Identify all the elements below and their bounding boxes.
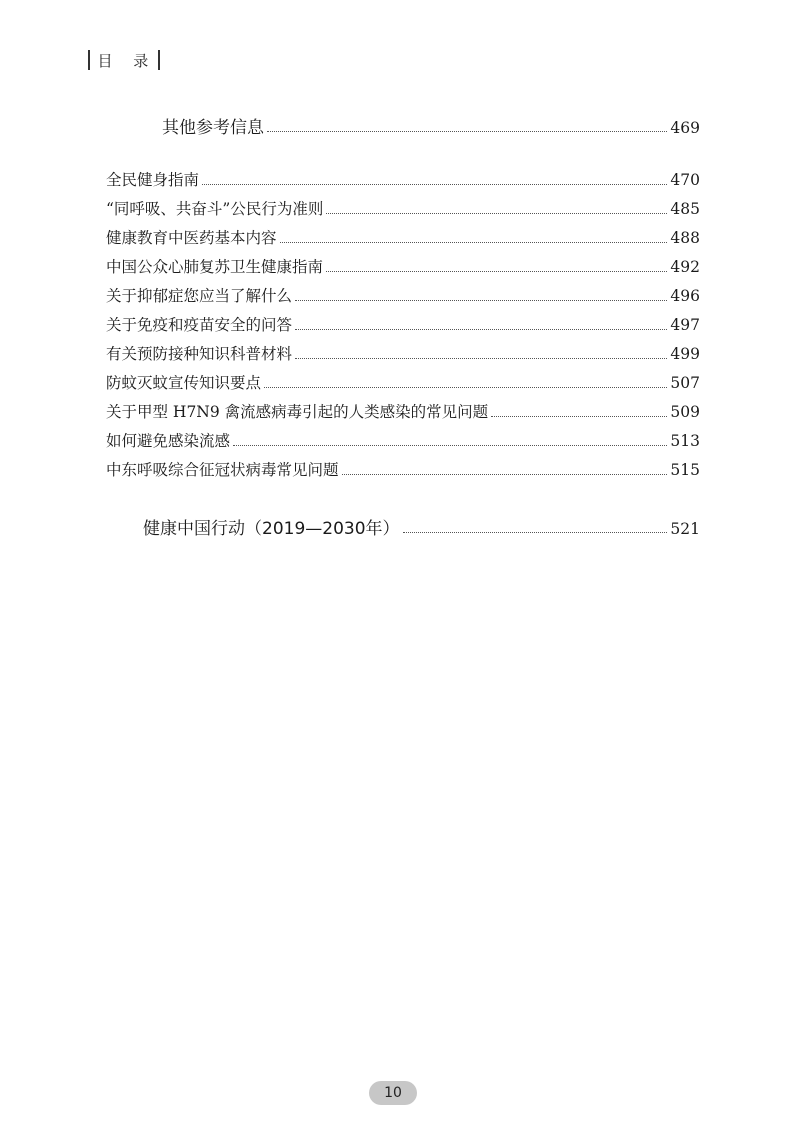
section-title: 其他参考信息 [162, 118, 264, 138]
leader-dots [403, 531, 668, 533]
toc-entry[interactable] [106, 255, 700, 277]
entry-page: 509 [670, 403, 700, 421]
entry-page: 496 [670, 287, 700, 305]
toc-section-other-info[interactable] [162, 113, 700, 137]
entry-title: 有关预防接种知识科普材料 [106, 345, 293, 363]
header-left-rule [88, 50, 90, 70]
toc-entry[interactable] [106, 429, 700, 451]
leader-dots [295, 299, 667, 301]
toc-entry[interactable] [106, 458, 700, 480]
entry-title: 全民健身指南 [106, 171, 200, 189]
toc-entry[interactable] [106, 313, 700, 335]
section-title: 健康中国行动（2019—2030年） [143, 519, 400, 539]
toc-entry[interactable] [106, 342, 700, 364]
toc-entry[interactable] [106, 226, 700, 248]
entry-page: 513 [670, 432, 700, 450]
leader-dots [202, 183, 667, 185]
entry-page: 507 [670, 374, 700, 392]
page-number-badge [369, 1081, 417, 1105]
entry-title: 关于甲型 H7N9 禽流感病毒引起的人类感染的常见问题 [106, 403, 489, 421]
entry-page: 492 [670, 258, 700, 276]
entry-title: 防蚊灭蚊宣传知识要点 [106, 374, 262, 392]
leader-dots [267, 130, 667, 132]
leader-dots [342, 473, 668, 475]
header-title: 目 录 [97, 51, 157, 70]
header-right-rule [158, 50, 160, 70]
leader-dots [295, 357, 667, 359]
entry-page: 497 [670, 316, 700, 334]
entry-page: 515 [670, 461, 700, 479]
entry-page: 470 [670, 171, 700, 189]
entry-page: 499 [670, 345, 700, 363]
entry-title: 中东呼吸综合征冠状病毒常见问题 [106, 461, 339, 479]
toc-section-healthy-china[interactable] [143, 514, 700, 538]
entry-title: 健康教育中医药基本内容 [106, 229, 277, 247]
leader-dots [233, 444, 667, 446]
toc-entry[interactable] [106, 168, 700, 190]
section-page: 469 [670, 119, 700, 137]
entry-page: 485 [670, 200, 700, 218]
entry-title: 中国公众心肺复苏卫生健康指南 [106, 258, 324, 276]
entry-title: “同呼吸、共奋斗”公民行为准则 [106, 200, 324, 218]
entry-page: 488 [670, 229, 700, 247]
section-page: 521 [670, 520, 700, 538]
toc-entry[interactable] [106, 197, 700, 219]
leader-dots [264, 386, 667, 388]
entry-title: 关于免疫和疫苗安全的问答 [106, 316, 293, 334]
leader-dots [280, 241, 668, 243]
toc-entry[interactable] [106, 400, 700, 422]
running-header [88, 48, 160, 72]
entry-title: 如何避免感染流感 [106, 432, 231, 450]
toc-entry[interactable] [106, 371, 700, 393]
leader-dots [326, 212, 667, 214]
leader-dots [326, 270, 667, 272]
leader-dots [295, 328, 667, 330]
toc-entry[interactable] [106, 284, 700, 306]
page-number: 10 [384, 1085, 402, 1101]
entry-title: 关于抑郁症您应当了解什么 [106, 287, 293, 305]
leader-dots [491, 415, 667, 417]
